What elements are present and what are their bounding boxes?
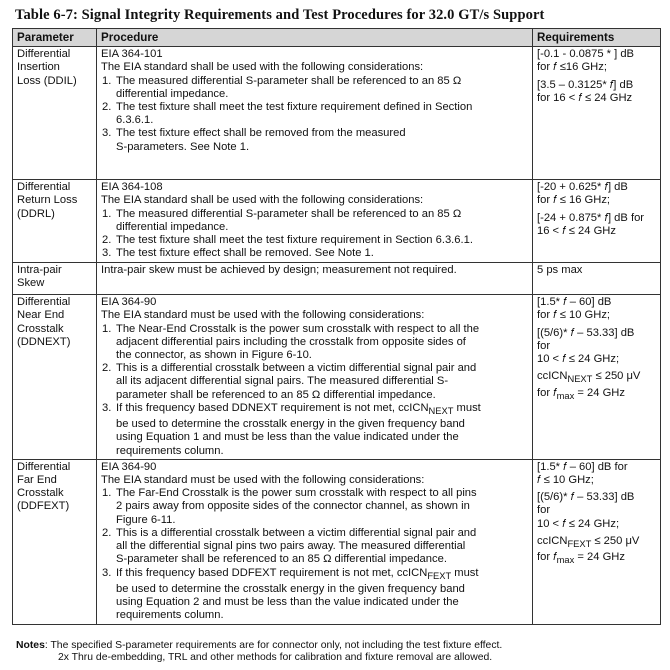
parameter-cell: Differential Far End Crosstalk (DDFEXT) (13, 459, 97, 624)
requirement-entry: [-0.1 - 0.0875 * ] dB for 𝑓 ≤16 GHz; (537, 48, 635, 74)
requirements-cell (533, 263, 661, 295)
list-item: 1. The Far-End Crosstalk is the power sum crosstalk with respect to all pins 2 pairs away from opposite sides of the connector channel, as shown in Figure 6-11. (102, 487, 477, 526)
requirement-entry: [(5/6)* 𝑓 – 53.33] dB for 10 < 𝑓 ≤ 24 GHz; (537, 326, 635, 366)
list-item: 2. The test fixture shall meet the test fixture requirement in Section 6.3.6.1. (102, 234, 473, 247)
requirement-entry: [(5/6)* 𝑓 – 53.33] dB for 10 < 𝑓 ≤ 24 GHz; (537, 491, 635, 530)
list-item: 2. The test fixture shall meet the test fixture requirement defined in Section 6.3.6.1. (102, 101, 473, 127)
procedure-cell: EIA 364-90 The EIA standard must be used with the following considerations: 1. The Far-End Crosstalk is the power sum crosstalk with respect to all pins 2 pairs away from opposite sides of the connector channel, as shown in Figure 6-11. 2. This is a differential crosstalk between a victim differential signal pair and all the differential signal pins two pairs away. The measured differential S-parameter shall be referenced to an 85 Ω differential impedance. 3. If this frequency based DDFEXT requirement is not met, ccICN$_{FEXT}$ must be used to determine the crosstalk energy in the given frequency band using Equation 2 and must be less than the value indicated under the requirements column. (97, 459, 533, 624)
parameter-cell: Differential Near End Crosstalk (DDNEXT) (13, 295, 97, 460)
notes-line-1: Notes: The specified S-parameter requirements are for connector only, not including the test fixture effect. (16, 640, 503, 651)
table-title: Table 6-7: Signal Integrity Requirements and Test Procedures for 32.0 GT/s Support (15, 7, 545, 23)
list-item: 3. The test fixture effect shall be removed. See Note 1. (102, 247, 374, 260)
parameter-cell: Intra-pair Skew (13, 263, 97, 295)
table-header-row (13, 29, 661, 47)
requirement-entry: [1.5* 𝑓 – 60] dB for 𝑓 ≤ 10 GHz; (537, 460, 628, 487)
list-item: 1. The measured differential S-parameter shall be referenced to an 85 Ω differential impedance. (102, 74, 462, 100)
table-row-skew (13, 263, 661, 295)
procedure-steps (101, 323, 528, 458)
list-item: 3. If this frequency based DDNEXT requirement is not met, ccICN$_{NEXT}$ must be used to determine the crosstalk energy in the given frequency band using Equation 1 and must be less than the value indicated under the requirements column. (102, 401, 481, 457)
list-item: 3. The test fixture effect shall be removed from the measured S-parameters. See Note 1. (102, 127, 406, 153)
list-item: 2. This is a differential crosstalk between a victim differential signal pair and all the differential signal pins two pairs away. The measured differential S-parameter shall be referenced to an 85 Ω differential impedance. (102, 526, 477, 566)
parameter-cell: Differential Return Loss (DDRL) (13, 180, 97, 263)
list-item: 3. If this frequency based DDFEXT requirement is not met, ccICN$_{FEXT}$ must be used to determine the crosstalk energy in the given frequency band using Equation 2 and must be less than the value indicated under the requirements column. (102, 566, 479, 622)
requirement-entry: ccICN$_{NEXT}$ ≤ 250 μV for 𝑓$_{max}$ = 24 GHz (537, 370, 641, 401)
requirements-cell (533, 47, 661, 180)
requirement-entry: 5 ps max (537, 264, 583, 277)
requirements-cell (533, 295, 661, 460)
requirement-entry: [-20 + 0.625* 𝑓] dB for 𝑓 ≤ 16 GHz; (537, 181, 628, 207)
list-item: 1. The Near-End Crosstalk is the power sum crosstalk with respect to all the adjacent differential pairs including the crosstalk from opposite sides of the connector, as shown in Figure 6-10. (102, 322, 480, 362)
requirement-entry: [-24 + 0.875* 𝑓] dB for 16 < 𝑓 ≤ 24 GHz (537, 211, 645, 237)
procedure-steps (101, 208, 528, 261)
parameter-cell: Differential Insertion Loss (DDIL) (13, 47, 97, 180)
list-item: 2. This is a differential crosstalk between a victim differential signal pair and all its adjacent differential signal pairs. The measured differential S- parameter shall be referenced to an 85 Ω differential impedance. (102, 362, 477, 401)
procedure-steps (101, 75, 528, 154)
requirement-entry: [3.5 – 0.3125* 𝑓] dB for 16 < 𝑓 ≤ 24 GHz (537, 78, 634, 104)
procedure-steps (101, 487, 528, 622)
procedure-cell: EIA 364-101 The EIA standard shall be used with the following considerations: 1. The measured differential S-parameter shall be referenced to an 85 Ω differential impedance. 2. The test fixture shall meet the test fixture requirement defined in Section 6.3.6.1. 3. The test fixture effect shall be removed from the measured S-parameters. See Note 1. (97, 47, 533, 180)
signal-integrity-table (12, 28, 661, 625)
notes-line-2: 2x Thru de-embedding, TRL and other methods for calibration and fixture removal are allowed. (58, 652, 493, 663)
requirements-cell (533, 180, 661, 263)
table-notes (16, 640, 656, 664)
procedure-cell: Intra-pair skew must be achieved by design; measurement not required. (97, 263, 533, 295)
procedure-cell: EIA 364-90 The EIA standard must be used with the following considerations: 1. The Near-End Crosstalk is the power sum crosstalk with respect to all the adjacent differential pairs including the crosstalk from opposite sides of the connector, as shown in Figure 6-10. 2. This is a differential crosstalk between a victim differential signal pair and all its adjacent differential signal pairs. The measured differential S- parameter shall be referenced to an 85 Ω differential impedance. 3. If this frequency based DDNEXT requirement is not met, ccICN$_{NEXT}$ must be used to determine the crosstalk energy in the given frequency band using Equation 1 and must be less than the value indicated under the requirements column. (97, 295, 533, 460)
header-procedure: Procedure (97, 29, 533, 47)
list-item: 1. The measured differential S-parameter shall be referenced to an 85 Ω differential impedance. (102, 207, 462, 233)
procedure-cell: EIA 364-108 The EIA standard shall be used with the following considerations: 1. The measured differential S-parameter shall be referenced to an 85 Ω differential impedance. 2. The test fixture shall meet the test fixture requirement in Section 6.3.6.1. 3. The test fixture effect shall be removed. See Note 1. (97, 180, 533, 263)
requirement-entry: ccICN$_{FEXT}$ ≤ 250 μV for 𝑓$_{max}$ = 24 GHz (537, 534, 640, 566)
requirements-cell (533, 459, 661, 624)
header-requirements: Requirements (533, 29, 661, 47)
requirement-entry: [1.5* 𝑓 – 60] dB for 𝑓 ≤ 10 GHz; (537, 296, 612, 322)
table-row-ddnext (13, 295, 661, 460)
header-parameter: Parameter (13, 29, 97, 47)
table-row-ddil (13, 47, 661, 180)
table-row-ddfext (13, 459, 661, 624)
table-row-ddrl (13, 180, 661, 263)
